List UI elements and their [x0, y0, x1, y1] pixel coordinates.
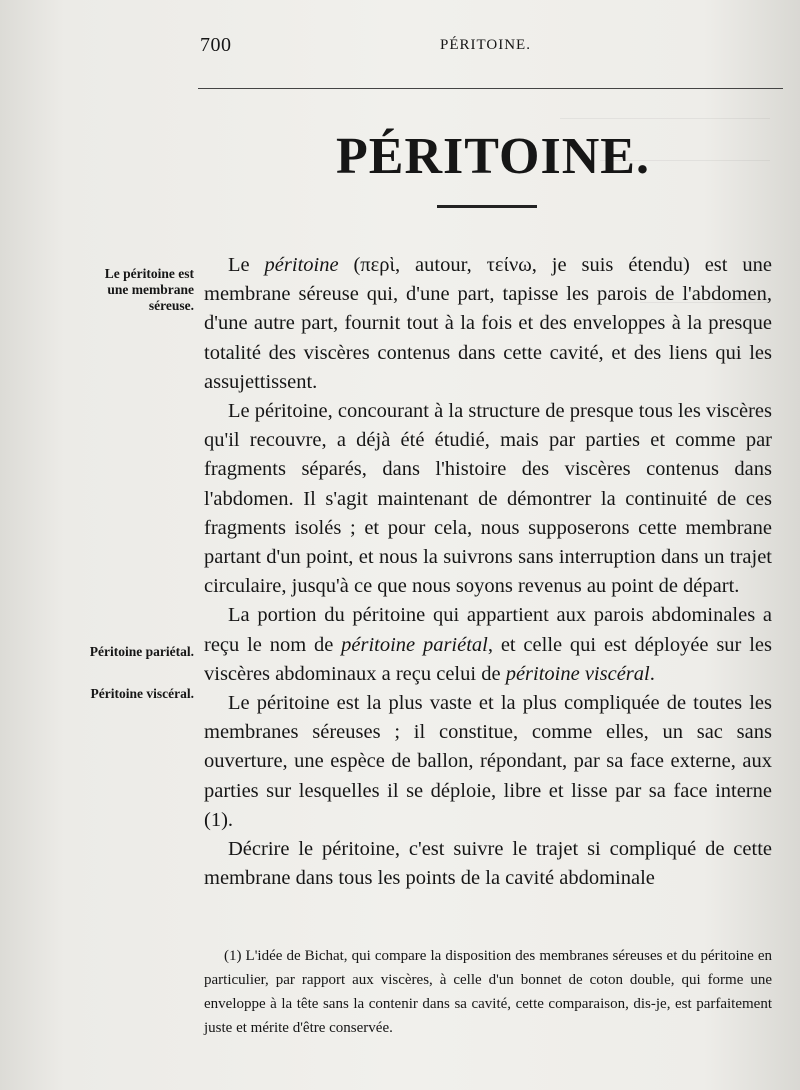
- footnote: [204, 944, 772, 1040]
- footnote-text: (1) L'idée de Bichat, qui compare la disposition des membranes séreuses et du péritoine en particulier, par rapport aux viscères, à celle d'un bonnet de coton double, qui forme une enveloppe à la tête sans la contenir dans sa cavité, cette comparaison, dis-je, est parfaitement juste et mérite d'être conservée.: [204, 948, 772, 1036]
- margin-note-peritoine-visceral: Péritoine viscéral.: [90, 686, 194, 701]
- paragraph-2: Le péritoine, concourant à la structure de presque tous les viscères qu'il recouvre, a déjà été étudié, mais par parties et comme par fragments séparés, dans l'histoire des viscères contenus dans l'abdomen. Il s'agit maintenant de démontrer la continuité de ces fragments isolés ; et pour cela, nous supposerons cette membrane partant d'un point, et nous la suivrons sans interruption dans un trajet circulaire, jusqu'à ce que nous soyons revenus au point de départ.: [204, 400, 772, 598]
- margin-note-peritoine-membrane: Le péritoine est une membrane séreuse.: [104, 266, 194, 313]
- title-rule: [437, 205, 537, 208]
- term-peritoine-visceral: péritoine viscéral: [505, 662, 650, 685]
- page-number: 700: [200, 34, 232, 56]
- chapter-title: PÉRITOINE.: [336, 128, 650, 185]
- main-text: [204, 251, 772, 893]
- header-rule: [198, 88, 783, 89]
- paragraph-4: Le péritoine est la plus vaste et la plus compliquée de toutes les membranes séreuses ; il constitue, comme elles, un sac sans ouverture, une espèce de ballon, répondant, par sa face externe, aux parties sur lesquelles il se déploie, libre et lisse par sa face interne (1).: [204, 692, 772, 831]
- running-head: PÉRITOINE.: [440, 37, 531, 53]
- paragraph-1: Le péritoine (περὶ, autour, τείνω, je suis étendu) est une membrane séreuse qui, d'une part, tapisse les parois de l'abdomen, d'une autre part, fournit tout à la fois et des enveloppes à la presque totalité des viscères contenus dans cette cavité, et des liens qui les assujettissent.: [204, 254, 772, 393]
- paragraph-5: Décrire le péritoine, c'est suivre le trajet si compliqué de cette membrane dans tous les points de la cavité abdominale: [204, 838, 772, 890]
- bleed-through-line: [560, 118, 770, 119]
- paragraph-3: La portion du péritoine qui appartient aux parois abdominales a reçu le nom de péritoine pariétal, et celle qui est déployée sur les viscères abdominaux a reçu celui de péritoine viscéral.: [204, 604, 772, 685]
- term-peritoine-parietal: péritoine pariétal: [341, 633, 488, 656]
- margin-note-peritoine-parietal: Péritoine pariétal.: [89, 644, 194, 659]
- term-peritoine: péritoine: [264, 254, 339, 276]
